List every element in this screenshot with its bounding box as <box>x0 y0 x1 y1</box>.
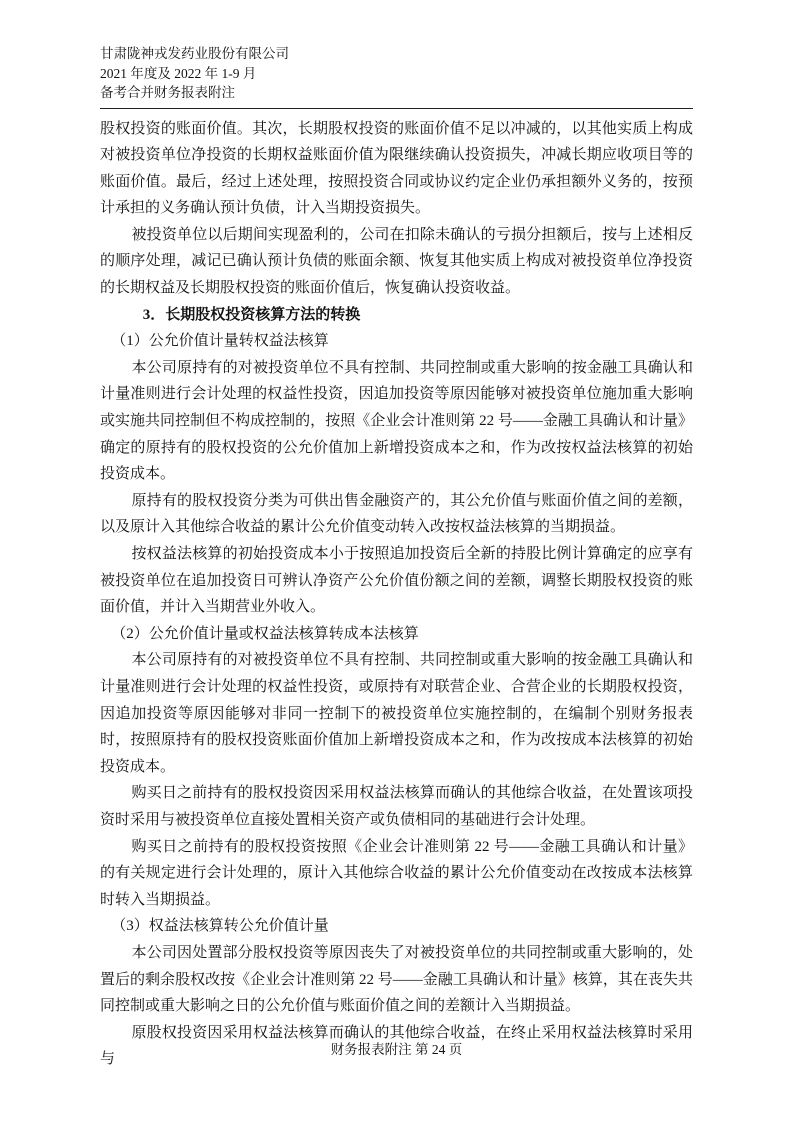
paragraph: 购买日之前持有的股权投资因采用权益法核算而确认的其他综合收益，在处置该项投资时采用与被投资单位直接处置相关资产或负债相同的基础进行会计处理。 <box>100 785 693 828</box>
paragraph: 被投资单位以后期间实现盈利的，公司在扣除未确认的亏损分担额后，按与上述相反的顺序处理，减记已确认预计负债的账面余额、恢复其他实质上构成对被投资单位净投资的长期权益及长期股权投资的账面价值后，恢复确认投资收益。 <box>100 226 693 297</box>
paragraph: 本公司原持有的对被投资单位不具有控制、共同控制或重大影响的按金融工具确认和计量准则进行会计处理的权益性投资，或原持有对联营企业、合营企业的长期股权投资，因追加投资等原因能够对非同一控制下的被投资单位实施控制的，在编制个别财务报表时，按照原持有的股权投资账面价值加上新增投资成本之和，作为改按成本法核算的初始投资成本。 <box>100 652 693 775</box>
paragraph: 本公司因处置部分股权投资等原因丧失了对被投资单位的共同控制或重大影响的，处置后的剩余股权改按《企业会计准则第 22 号——金融工具确认和计量》核算，其在丧失共同控制或重大影响之日的公允价值与账面价值之间的差额计入当期损益。 <box>100 944 693 1015</box>
report-header <box>100 44 693 109</box>
paragraph: 购买日之前持有的股权投资按照《企业会计准则第 22 号——金融工具确认和计量》的有关规定进行会计处理的，原计入其他综合收益的累计公允价值变动在改按成本法核算时转入当期损益。 <box>100 838 693 908</box>
page-footer: 财务报表附注 第 24 页 <box>330 1042 463 1057</box>
report-title: 备考合并财务报表附注 <box>100 85 235 100</box>
page-content <box>100 44 693 1073</box>
report-period: 2021 年度及 2022 年 1-9 月 <box>100 65 257 81</box>
paragraph: 按权益法核算的初始投资成本小于按照追加投资后全新的持股比例计算确定的应享有被投资单位在追加投资日可辨认净资产公允价值份额之间的差额，调整长期股权投资的账面价值，并计入当期营业外收入。 <box>100 546 693 616</box>
paragraph: 原持有的股权投资分类为可供出售金融资产的，其公允价值与账面价值之间的差额，以及原计入其他综合收益的累计公允价值变动转入改按权益法核算的当期损益。 <box>100 492 693 536</box>
paragraph: 本公司原持有的对被投资单位不具有控制、共同控制或重大影响的按金融工具确认和计量准则进行会计处理的权益性投资，因追加投资等原因能够对被投资单位施加重大影响或实施共同控制但不构成控制的，按照《企业会计准则第 22 号——金融工具确认和计量》确定的原持有的股权投资的公允价值加上新增投资成本之和，作为改按权益法核算的初始投资成本。 <box>100 359 693 483</box>
paragraph: 股权投资的账面价值。其次，长期股权投资的账面价值不足以冲减的，以其他实质上构成对被投资单位净投资的长期权益账面价值为限继续确认投资损失，冲减长期应收项目等的账面价值。最后，经过上述处理，按照投资合同或协议约定企业仍承担额外义务的，按预计承担的义务确认预计负债，计入当期投资损失。 <box>100 120 693 217</box>
subsection-heading: （3）权益法核算转公允价值计量 <box>111 918 329 935</box>
document-body <box>100 116 693 1073</box>
subsection-heading: （2）公允价值计量或权益法核算转成本法核算 <box>111 625 419 642</box>
company-name: 甘肃陇神戎发药业股份有限公司 <box>100 46 289 61</box>
paragraph: 原股权投资因采用权益法核算而确认的其他综合收益，在终止采用权益法核算时采用与 <box>100 1024 693 1068</box>
section-heading: 3．长期股权投资核算方法的转换 <box>142 306 361 323</box>
subsection-heading: （1）公允价值计量转权益法核算 <box>111 333 329 350</box>
